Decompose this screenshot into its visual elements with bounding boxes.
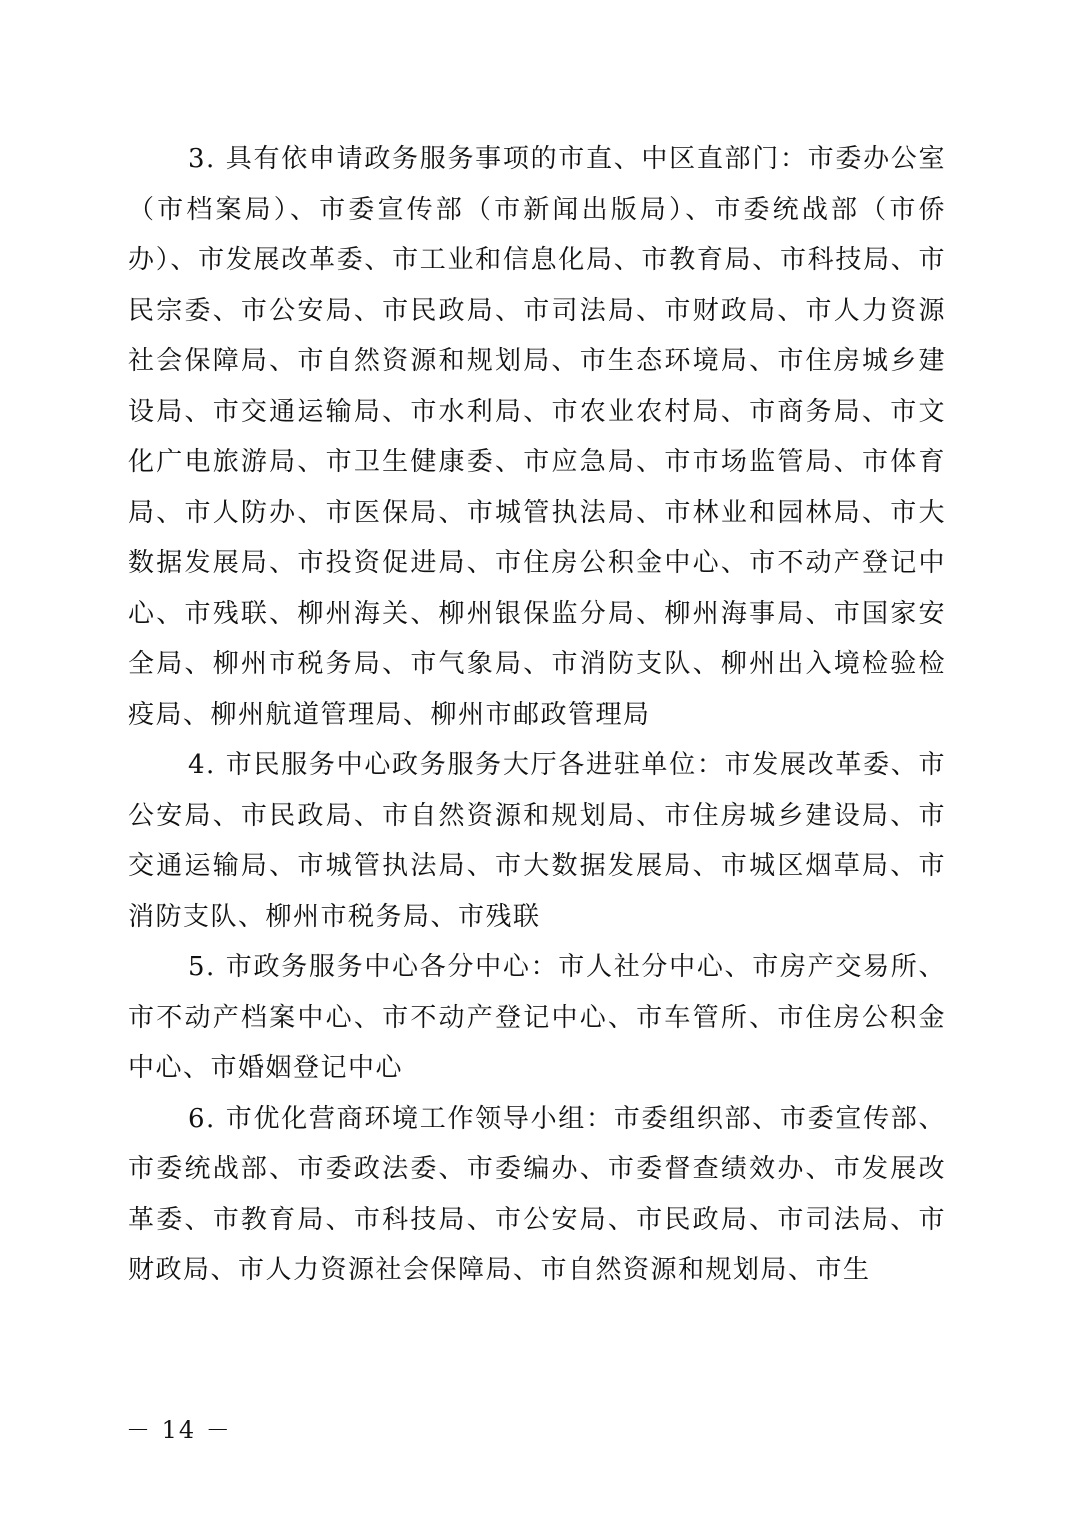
page-number: － 14 －	[126, 1416, 232, 1444]
paragraph-item-5: 5. 市政务服务中心各分中心：市人社分中心、市房产交易所、市不动产档案中心、市不动产登记中心、市车管所、市住房公积金中心、市婚姻登记中心	[128, 952, 946, 1083]
paragraph-item-6: 6. 市优化营商环境工作领导小组：市委组织部、市委宣传部、市委统战部、市委政法委、市委编办、市委督查绩效办、市发展改革委、市教育局、市科技局、市公安局、市民政局、市司法局、市财政局、市人力资源社会保障局、市自然资源和规划局、市生	[128, 1103, 946, 1285]
paragraph-item-3: 3. 具有依申请政务服务事项的市直、中区直部门：市委办公室（市档案局）、市委宣传部（市新闻出版局）、市委统战部（市侨办）、市发展改革委、市工业和信息化局、市教育局、市科技局、市民宗委、市公安局、市民政局、市司法局、市财政局、市人力资源社会保障局、市自然资源和规划局、市生态环境局、市住房城乡建设局、市交通运输局、市水利局、市农业农村局、市商务局、市文化广电旅游局、市卫生健康委、市应急局、市市场监管局、市体育局、市人防办、市医保局、市城管执法局、市林业和园林局、市大数据发展局、市投资促进局、市住房公积金中心、市不动产登记中心、市残联、柳州海关、柳州银保监分局、柳州海事局、市国家安全局、柳州市税务局、市气象局、市消防支队、柳州出入境检验检疫局、柳州航道管理局、柳州市邮政管理局	[128, 144, 946, 730]
paragraph-item-4: 4. 市民服务中心政务服务大厅各进驻单位：市发展改革委、市公安局、市民政局、市自然资源和规划局、市住房城乡建设局、市交通运输局、市城管执法局、市大数据发展局、市城区烟草局、市消防支队、柳州市税务局、市残联	[128, 750, 946, 932]
document-body	[128, 134, 946, 1296]
